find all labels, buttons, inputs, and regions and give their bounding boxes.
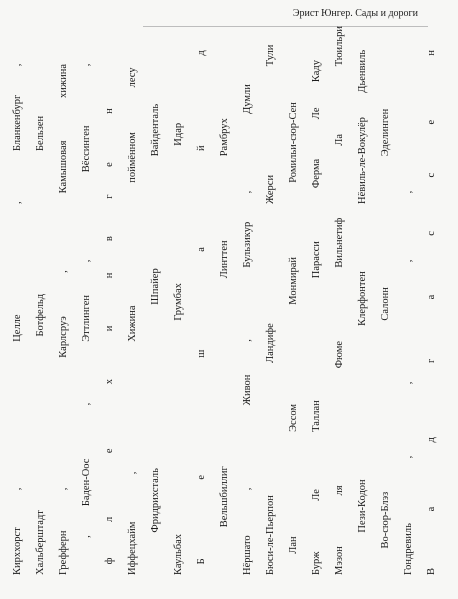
verse-line [79,25,95,575]
word: Каду [311,59,322,83]
word: н [426,49,437,56]
word: с [426,172,437,178]
verse-line [171,25,187,575]
word: Иффецхайм [127,521,138,575]
word: , [403,259,414,263]
word: Шпайер [150,268,161,305]
word: е [104,162,115,167]
word: Тули [265,44,276,67]
word: Вайденталь [150,103,161,157]
word: , [12,201,23,204]
word: Тюильри [334,25,345,67]
word: , [127,471,138,475]
word: Ландифе [265,323,276,363]
word: Нёвиль-ле-Вокулёр [357,117,368,204]
word: д [196,50,207,56]
word: , [81,535,92,538]
word: Вёссинген [81,125,92,173]
verse-line [355,25,371,575]
word: ш [196,349,207,358]
word: д [426,437,437,443]
verse-line [309,25,325,575]
word: , [242,487,253,491]
word: Вильнетиф [334,217,345,268]
word: Б [196,558,207,565]
word: Фюме [334,340,345,369]
word: , [403,381,414,385]
word: и [104,325,115,332]
verse-line [401,25,417,575]
word: Жерси [265,174,276,204]
word: с [426,231,437,236]
word: Парасси [311,241,322,279]
word: Клерфонтен [357,271,368,326]
word: Фридрихсталь [150,468,161,533]
word: Линттен [219,240,230,279]
word: , [403,455,414,459]
word: Дьенвиль [357,49,368,93]
word: Ботфельд [35,293,46,337]
verse-line [148,25,164,575]
verse-line [33,25,49,575]
word: Бельзен [35,115,46,151]
word: й [196,145,207,151]
verse-line [332,25,348,575]
word: Бланкенбург [12,94,23,151]
verse-line [286,25,302,575]
word: Рамбрух [219,118,230,157]
word: а [196,247,207,252]
word: а [426,294,437,300]
word: Живон [242,374,253,406]
word: ля [334,485,345,496]
word: х [104,378,115,385]
word: Баден-Оос [81,458,92,507]
word: л [104,516,115,522]
word: Ферма [311,158,322,189]
word: Хальберштадт [35,510,46,575]
word: , [12,63,23,67]
verse-line [56,25,72,575]
word: Камышовая [58,140,69,194]
word: хижина [58,63,69,98]
word: Эссом [288,403,299,432]
word: Бюси-ле-Пьерпон [265,495,276,575]
word: е [196,474,207,480]
word: Эделинген [380,108,391,157]
word: , [12,487,23,491]
word: Пези-Кодон [357,479,368,533]
word: Салонн [380,287,391,321]
word: Во-сюр-Блэз [380,491,391,549]
word: Бульзикур [242,221,253,268]
verse-line [125,25,141,575]
word: , [242,339,253,342]
word: Ромильи-сюр-Сен [288,102,299,183]
word: Карлсруэ [58,316,69,358]
word: а [426,506,437,512]
running-header: Эрист Юнгер. Сады и дороги [292,8,418,19]
word: Идар [173,122,184,146]
word: В [426,567,437,575]
word: , [81,63,92,67]
word: Целле [12,314,23,342]
word: Кирххорст [12,527,23,575]
word: Каульбах [173,533,184,575]
word: Нёршато [242,535,253,575]
word: в [104,236,115,242]
word: Бурж [311,551,322,575]
word: е [426,119,437,125]
word: н [104,272,115,279]
word: ф [104,557,115,565]
word: Ла [334,133,345,146]
word: н [104,108,115,114]
word: , [242,190,253,194]
word: г [426,358,437,363]
verse-line [10,25,26,575]
verse-line [424,25,440,575]
verse-line [194,25,210,575]
word: , [81,259,92,263]
word: Монмирай [288,256,299,305]
word: г [104,194,115,199]
word: лесу [127,67,138,88]
word: , [58,270,69,273]
word: Ле [311,489,322,501]
rotated-poem-page [8,25,443,575]
word: Грефферн [58,530,69,575]
word: Думли [242,84,253,114]
word: Ле [311,107,322,120]
verse-line [378,25,394,575]
verse-line [263,25,279,575]
word: , [58,487,69,491]
verse-line [217,25,233,575]
word: Вельшбиллиг [219,466,230,528]
verse-line [102,25,118,575]
word: Гондревиль [403,523,414,575]
verse-line [240,25,256,575]
word: Хижина [127,305,138,342]
word: , [403,190,414,194]
word: е [104,448,115,454]
word: Мэзон [334,546,345,575]
word: Лан [288,536,299,554]
word: Грумбах [173,283,184,321]
word: Эттлинген [81,295,92,342]
word: , [81,402,92,406]
word: поймённом [127,132,138,183]
word: Таллан [311,400,322,432]
